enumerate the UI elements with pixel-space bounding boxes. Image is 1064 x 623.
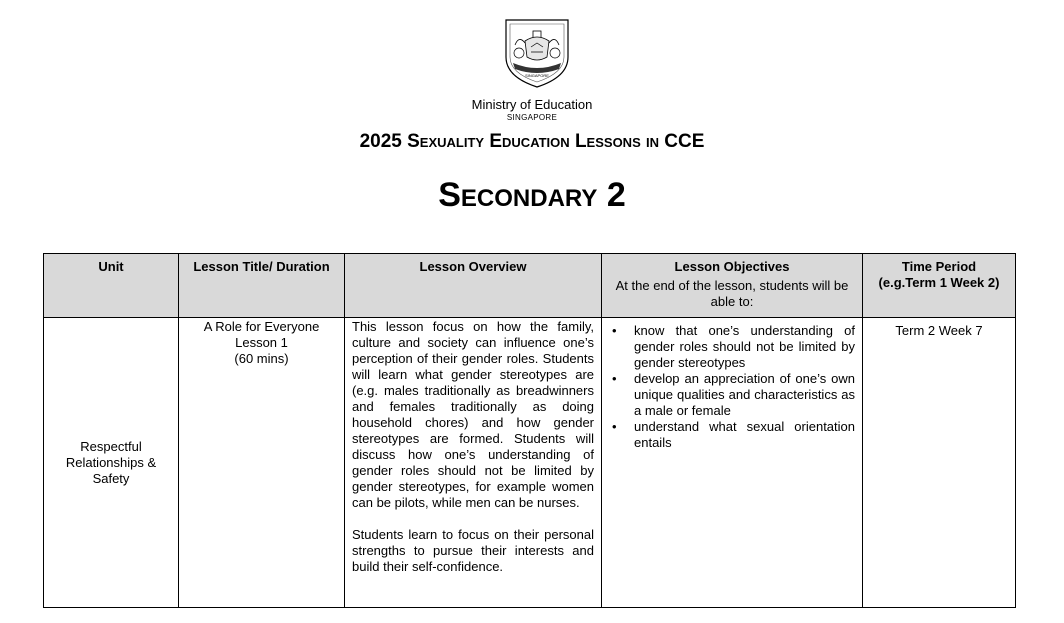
table-header-row [44, 254, 1016, 318]
header-time-period-sub: (e.g.Term 1 Week 2) [878, 275, 1000, 290]
lesson-title: A Role for Everyone [203, 319, 320, 334]
cell-time-period: Term 2 Week 7 [863, 318, 1016, 608]
list-item: • understand what sexual orientation entails [634, 419, 855, 451]
ministry-country: SINGAPORE [506, 113, 558, 122]
list-item: • know that one’s understanding of gender roles should not be limited by gender stereotypes [634, 323, 855, 371]
header-objectives-sub: At the end of the lesson, students will be able to: [615, 278, 849, 309]
cell-lesson-title [179, 318, 345, 608]
cell-unit: Respectful Relationships & Safety [44, 318, 179, 608]
header-time-period: Time Period (e.g.Term 1 Week 2) [863, 254, 1016, 318]
lesson-number: Lesson 1 [235, 335, 288, 350]
lessons-table [43, 253, 1016, 608]
header-objectives: Lesson Objectives At the end of the lesson, students will be able to: [602, 254, 863, 318]
moe-crest-logo [503, 17, 571, 89]
list-item: • develop an appreciation of one’s own unique qualities and characteristics as a male or female [634, 371, 855, 419]
crest-icon [503, 17, 571, 89]
lesson-duration: (60 mins) [234, 351, 289, 366]
header-overview: Lesson Overview [345, 254, 602, 318]
svg-text:SINGAPORE: SINGAPORE [525, 73, 549, 78]
level-heading: Secondary 2 [438, 176, 626, 214]
header-unit: Unit [44, 254, 179, 318]
cell-objectives [602, 318, 863, 608]
document-title: 2025 Sexuality Education Lessons in CCE [359, 131, 705, 152]
objectives-list [602, 323, 855, 451]
header-lesson-title: Lesson Title/ Duration [179, 254, 345, 318]
ministry-name: Ministry of Education [471, 97, 593, 112]
table-row [44, 318, 1016, 608]
cell-overview [345, 318, 602, 608]
overview-paragraph-1: This lesson focus on how the family, culture and society can influence one’s perception of their gender roles. Students will learn what gender stereotypes are (e.g. males traditionally as breadwinners and females traditionally as doing household chores) and how gender stereotypes are formed. Students will discuss how one’s understanding of gender roles should not be limited by gender stereotypes, for example women can be pilots, while men can be nurses. [352, 319, 594, 510]
overview-paragraph-2: Students learn to focus on their personal strengths to pursue their interests and build their self-confidence. [352, 527, 594, 574]
